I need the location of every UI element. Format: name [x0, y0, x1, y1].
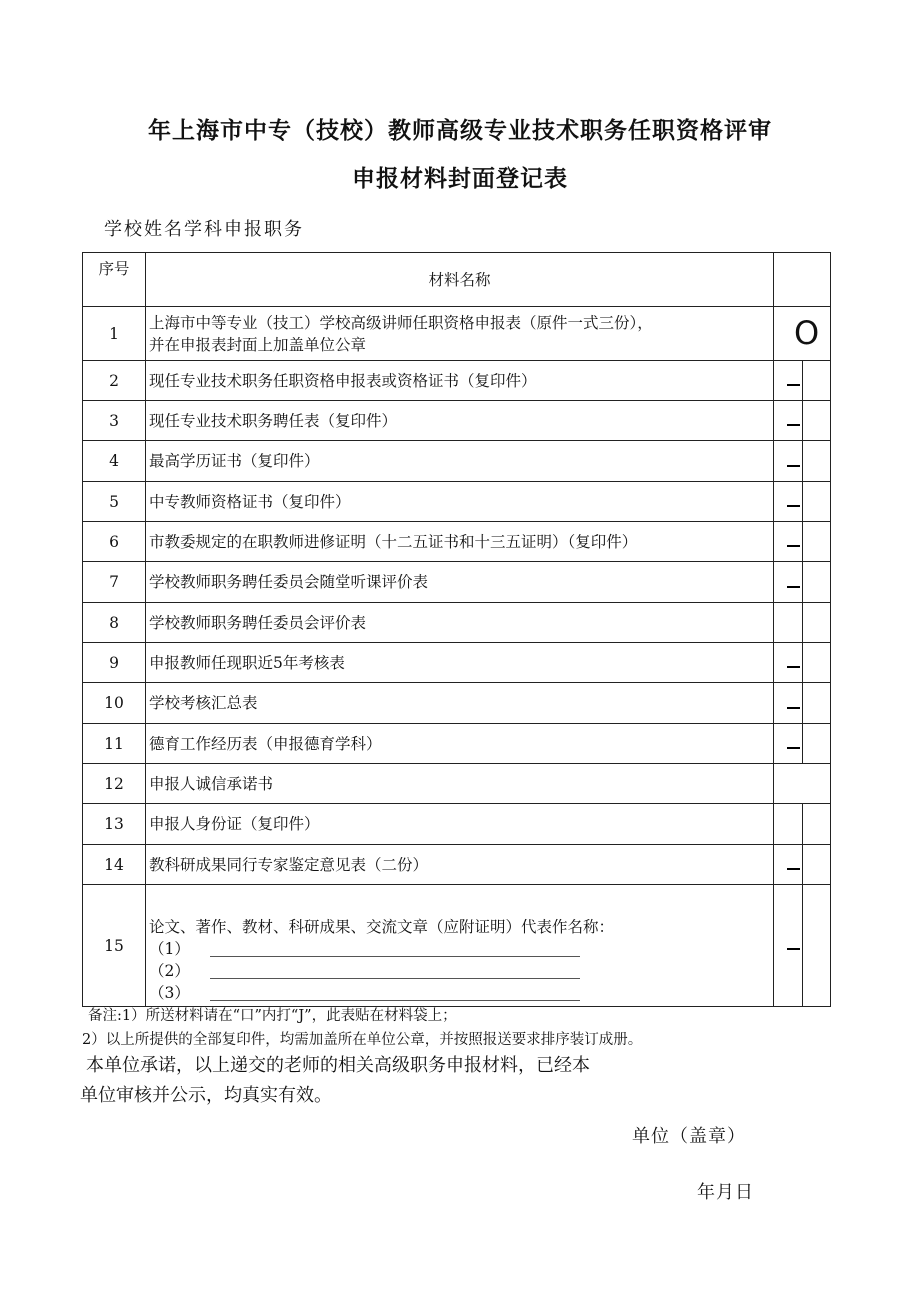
row-name: 学校教师职务聘任委员会随堂听课评价表 — [146, 562, 774, 603]
promise-line2: 单位审核并公示，均真实有效。 — [80, 1085, 332, 1106]
check-box[interactable] — [774, 683, 803, 724]
row-no: 14 — [83, 845, 146, 885]
table-row — [83, 562, 831, 603]
row-name: 最高学历证书（复印件） — [146, 441, 774, 482]
row-no: 11 — [83, 724, 146, 764]
row-name: 德育工作经历表（申报德育学科） — [146, 724, 774, 764]
check-line — [787, 545, 800, 547]
table-row — [83, 441, 831, 482]
blank-line[interactable] — [210, 966, 580, 979]
check-box[interactable] — [774, 845, 803, 885]
check-tail — [802, 683, 831, 724]
check-box[interactable] — [774, 401, 803, 441]
table-header-row — [83, 253, 831, 307]
blank-line[interactable] — [210, 988, 580, 1001]
row-name: 现任专业技术职务任职资格申报表或资格证书（复印件） — [146, 361, 774, 401]
row-no: 5 — [83, 482, 146, 522]
note-2: 2）以上所提供的全部复印件，均需加盖所在单位公章，并按照报送要求排序装订成册。 — [82, 1032, 643, 1048]
table-row — [83, 845, 831, 885]
check-line — [787, 384, 800, 386]
circle-mark: O — [794, 314, 820, 352]
header-name: 材料名称 — [146, 253, 774, 307]
date-label: 年月日 — [697, 1182, 754, 1203]
row-name: 申报人诚信承诺书 — [146, 764, 774, 804]
check-line — [787, 868, 800, 870]
table-row — [83, 482, 831, 522]
check-line — [787, 465, 800, 467]
table-row — [83, 683, 831, 724]
row-name — [146, 885, 774, 1007]
check-line — [787, 505, 800, 507]
check-tail — [802, 643, 831, 683]
work-line: （2） — [149, 960, 773, 982]
check-tail — [802, 482, 831, 522]
check-tail — [802, 522, 831, 562]
row-name: 申报教师任现职近5年考核表 — [146, 643, 774, 683]
table-row — [83, 724, 831, 764]
row-name-line: 论文、著作、教材、科研成果、交流文章（应附证明）代表作名称： — [149, 918, 615, 936]
check-box[interactable] — [774, 441, 803, 482]
check-tail — [802, 562, 831, 603]
check-line — [787, 707, 800, 709]
check-line — [787, 948, 800, 950]
header-check — [774, 253, 831, 307]
note-1: 备注:1）所送材料请在“口”内打“J”，此表贴在材料袋上； — [88, 1008, 457, 1024]
check-tail — [802, 885, 831, 1007]
header-no: 序号 — [83, 253, 146, 307]
row-no: 4 — [83, 441, 146, 482]
row-name: 中专教师资格证书（复印件） — [146, 482, 774, 522]
row-no: 6 — [83, 522, 146, 562]
row-no: 15 — [83, 885, 146, 1007]
table-row — [83, 603, 831, 643]
row-no: 1 — [83, 307, 146, 361]
row-name — [146, 307, 774, 361]
check-tail — [802, 845, 831, 885]
table-row — [83, 361, 831, 401]
check-tail — [802, 361, 831, 401]
row-name-line: 并在申报表封面上加盖单位公章 — [149, 335, 367, 354]
row-no: 13 — [83, 804, 146, 845]
table-row — [83, 522, 831, 562]
row-name-line: 上海市中等专业（技工）学校高级讲师任职资格申报表（原件一式三份）， — [149, 313, 653, 332]
check-tail — [802, 441, 831, 482]
check-line — [787, 747, 800, 749]
blank-line[interactable] — [210, 944, 580, 957]
row-name: 申报人身份证（复印件） — [146, 804, 774, 845]
form-title-line2: 申报材料封面登记表 — [352, 166, 568, 192]
check-box[interactable] — [774, 522, 803, 562]
check-line — [787, 424, 800, 426]
applicant-info-line: 学校姓名学科申报职务 — [104, 219, 304, 240]
row-no: 2 — [83, 361, 146, 401]
table-row — [83, 764, 831, 804]
table-row — [83, 804, 831, 845]
check-box[interactable] — [774, 643, 803, 683]
row-no: 8 — [83, 603, 146, 643]
row-no: 9 — [83, 643, 146, 683]
table-row — [83, 885, 831, 1007]
row-name: 学校考核汇总表 — [146, 683, 774, 724]
work-line: （3） — [149, 982, 773, 1004]
table-row — [83, 307, 831, 361]
check-line — [787, 586, 800, 588]
row-no: 10 — [83, 683, 146, 724]
row-name: 学校教师职务聘任委员会评价表 — [146, 603, 774, 643]
check-box[interactable] — [774, 724, 803, 764]
check-tail — [802, 603, 831, 643]
row-no: 7 — [83, 562, 146, 603]
table-row — [83, 643, 831, 683]
table-row — [83, 401, 831, 441]
row-name: 教科研成果同行专家鉴定意见表（二份） — [146, 845, 774, 885]
check-box[interactable] — [774, 562, 803, 603]
check-box[interactable] — [774, 764, 831, 804]
check-box[interactable] — [774, 307, 831, 361]
row-name: 现任专业技术职务聘任表（复印件） — [146, 401, 774, 441]
row-no: 12 — [83, 764, 146, 804]
check-box[interactable] — [774, 361, 803, 401]
check-tail — [802, 401, 831, 441]
check-box[interactable] — [774, 885, 803, 1007]
check-box[interactable] — [774, 482, 803, 522]
check-box[interactable] — [774, 804, 803, 845]
check-tail — [802, 804, 831, 845]
form-title-line1: 年上海市中专（技校）教师高级专业技术职务任职资格评审 — [148, 118, 772, 144]
row-name: 市教委规定的在职教师进修证明（十二五证书和十三五证明）（复印件） — [146, 522, 774, 562]
row-no: 3 — [83, 401, 146, 441]
promise-line1: 本单位承诺，以上递交的老师的相关高级职务申报材料，已经本 — [86, 1055, 590, 1076]
seal-label: 单位（盖章） — [632, 1126, 746, 1147]
work-line: （1） — [149, 938, 773, 960]
materials-table — [82, 252, 831, 1007]
check-box[interactable] — [774, 603, 803, 643]
check-tail — [802, 724, 831, 764]
check-line — [787, 666, 800, 668]
